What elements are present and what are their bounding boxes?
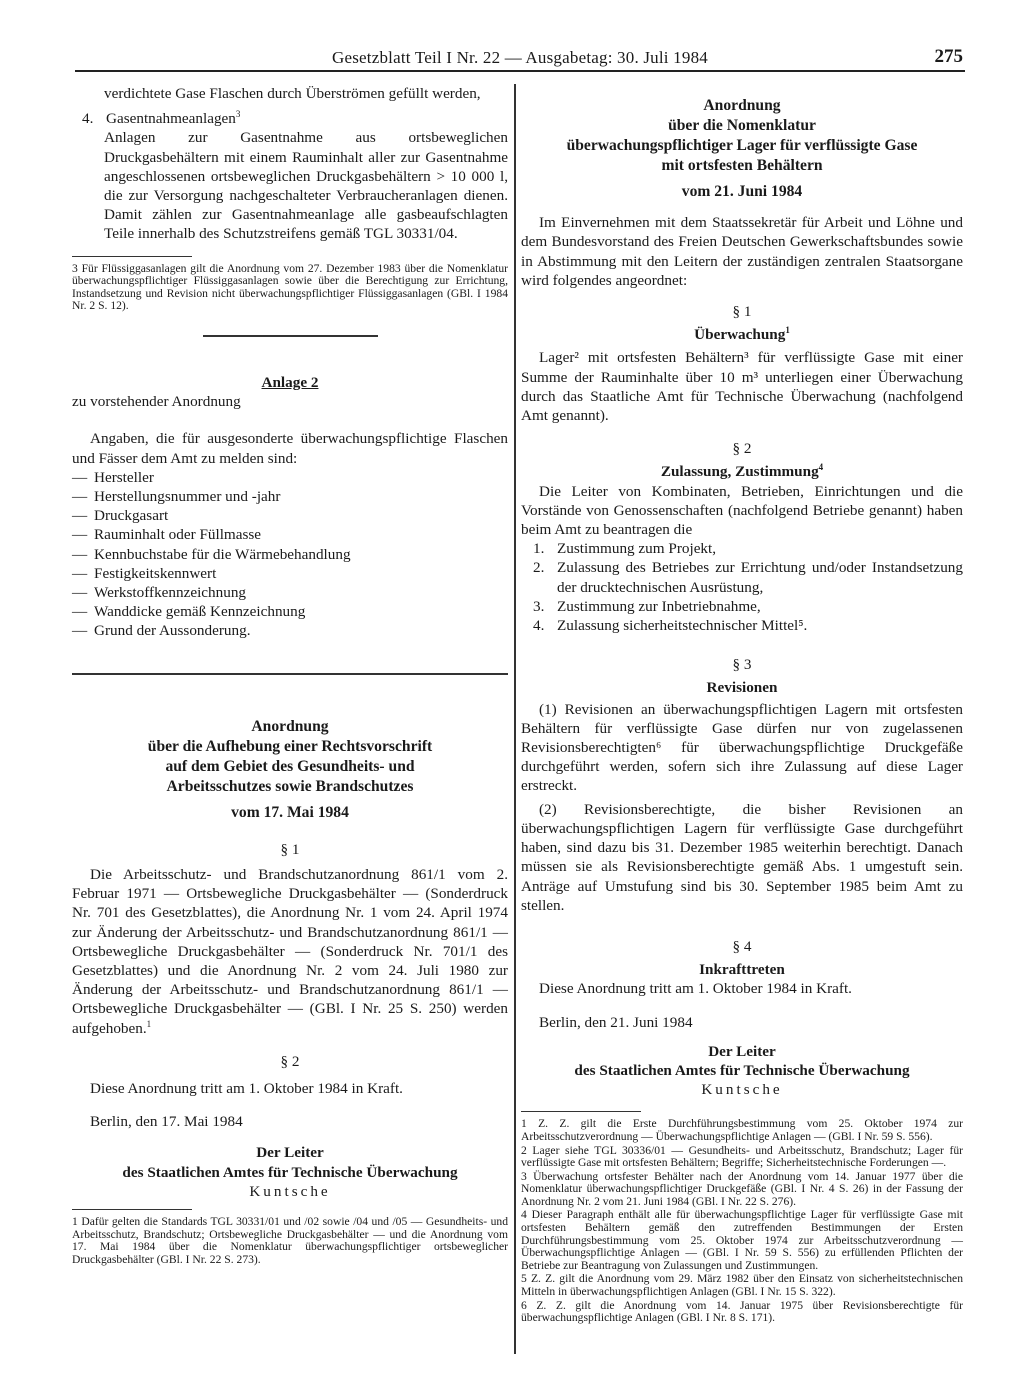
footnote-ref: 1 [146,1018,152,1029]
section-1-text: Lager² mit ortsfesten Behältern³ für verflüssigte Gase mit einer Summe der Rauminhalte über 10 m³ unterliegen einer Überwachung durch das Staatliche Amt für Technische Überwachung (nachfolgend Amt genannt). [521,349,963,425]
footnote-text: 6 Z. Z. gilt die Anordnung vom 14. Januar 1975 über Revisionsberechtigte für überwachungspflichtige Anlagen (GBl. I Nr. 8 S. 171). [521,1298,963,1325]
signature-name: Kuntsche [701,1081,783,1099]
footnote-text: 4 Dieser Paragraph enthält alle für überwachungspflichtige Lager für verflüssigte Gase mit ortsfesten Behältern gemäß den zutreffenden Bestimmungen der Ersten Durchführungsbestimmung vom 25. Oktober 1974 zur Arbeitsschutzverordnung — Überwachungspflichtige Anlagen — (GBl. I Nr. 59 S. 556) zu erfüllenden Pflichten der Betriebe zur Beantragung von Zulassungen und Zustimmungen. [521,1208,963,1272]
item-number: 4. [82,110,94,128]
paragraph-2-text: Diese Anordnung tritt am 1. Oktober 1984 in Kraft. [90,1080,403,1098]
footnote-rule [72,256,192,257]
title-line: Arbeitsschutzes sowie Brandschutzes [166,777,414,795]
list-item-text: Grund der Aussonderung. [94,622,251,640]
item-number: 2. [533,559,545,577]
title-line: über die Aufhebung einer Rechtsvorschrift [147,737,433,755]
list-item [521,616,963,635]
item-text: Zulassung sicherheitstechnischer Mittel⁵. [557,617,808,635]
column-divider [514,84,516,1354]
dash-marker: — [72,507,88,525]
list-item [521,597,963,616]
list-item [72,602,508,621]
section-title [521,325,963,344]
footnote-1 [72,1216,508,1266]
footnotes [521,1118,963,1325]
anlage-title: Anlage 2 [261,374,319,391]
section-title: Revisionen [706,679,778,697]
section-title-text: Überwachung [694,326,786,344]
section-2-text: Die Leiter von Kombinaten, Betrieben, Einrichtungen und die Vorstände von Genossenschaften (nachfolgend Betriebe genannt) haben beim Amt zu beantragen die [521,482,963,539]
section-title: Inkrafttreten [699,961,785,979]
list-item [521,558,963,596]
section-3-para-2: (2) Revisionsberechtigte, die bisher Revisionen an überwachungspflichtigen Lagern für verflüssigte Gase durchgeführt haben, sind dazu bis 31. Dezember 1985 weiterhin berechtigt. Danach müssen sie als Revisionsberechtigte gemäß Abs. 1 umgestuft sein. Anträge auf Umstufung sind bis 30. September 1985 beim Amt zu stellen. [521,800,963,914]
ordinance-date: vom 21. Juni 1984 [681,183,803,200]
item-number: 4. [533,617,545,635]
paragraph-label: § 1 [280,840,300,858]
section-4-text: Diese Anordnung tritt am 1. Oktober 1984 in Kraft. [539,980,852,998]
list-item [72,564,508,583]
item-text: Zustimmung zum Projekt, [557,540,717,558]
footnote-text: 1 Z. Z. gilt die Erste Durchführungsbestimmung vom 25. Oktober 1974 zur Arbeitsschutzverordnung — Überwachungspflichtige Anlagen — (GBl. I Nr. 59 S. 556). [521,1117,963,1143]
signature-office: des Staatlichen Amtes für Technische Überwachung [574,1061,910,1079]
preamble: Im Einvernehmen mit dem Staatssekretär für Arbeit und Löhne und dem Bundesvorstand des Freien Deutschen Gewerkschaftsbundes sowie in Abstimmung mit den Leitern der zuständigen zentralen Staatsorgane wird folgendes angeordnet: [521,214,963,289]
dash-marker: — [72,564,88,582]
continued-text: verdichtete Gase Flaschen durch Überströmen gefüllt werden, [104,85,481,102]
list-item-text: Werkstoffkennzeichnung [94,584,247,602]
list-item [72,506,508,525]
footnote-text: 2 Lager siehe TGL 30336/01 — Gesundheits- und Arbeitsschutz, Brandschutz; Lager für verflüssigte Gase mit ortsfesten Behältern; Begriffe; Sicherheitstechnische Forderungen —. [521,1143,963,1170]
footnote-rule [521,1111,641,1112]
section-2-list [521,539,963,635]
anlage-subtitle: zu vorstehender Anordnung [72,393,241,411]
ordinance-title [521,96,963,176]
list-item-text: Druckgasart [94,507,169,525]
signature-title: Der Leiter [708,1042,776,1060]
footnote-text: 3 Für Flüssiggasanlagen gilt die Anordnung vom 27. Dezember 1983 über die Nomenklatur überwachungspflichtiger Flüssiggasanlagen sowie über die Berechtigung zur Errichtung, Instandsetzung und Revision nicht überwachungspflichtiger Flüssiggasanlagen (GBl. I 1984 Nr. 2 S. 12). [72,261,508,313]
footnote-ref: 3 [235,109,241,120]
signature-name: Kuntsche [249,1182,331,1200]
list-item-4 [72,109,508,128]
dash-marker: — [72,603,88,621]
dash-marker: — [72,468,88,486]
item-title [106,109,240,128]
dash-marker: — [72,488,88,506]
list-item-text: Herstellungsnummer und -jahr [94,488,281,506]
anlage-list [72,468,508,641]
place-date: Berlin, den 21. Juni 1984 [539,1013,693,1031]
section-label: § 2 [732,440,752,458]
footnote-ref: 1 [785,325,790,336]
list-item [72,621,508,640]
section-divider [203,335,378,337]
section-label: § 4 [732,937,752,955]
item-number: 1. [533,540,545,558]
item-4-text: Anlagen zur Gasentnahme aus ortsbeweglichen Druckgasbehältern mit einem Rauminhalt aller zur Gasentnahme angeschlossenen ortsbeweglichen Druckgasbehältern > 10 000 l, die zur Versorgung nachgeschalteter Verbraucheranlagen dienen. Damit zählen zur Gasentnahmeanlage alle gasbeaufschlagten Teile innerhalb des Schutzstreifens gemäß TGL 30331/04. [104,129,508,243]
list-item [521,539,963,558]
title-line: Anordnung [251,717,329,735]
paragraph-label: § 2 [280,1052,300,1070]
section-title-text: Zulassung, Zustimmung [660,463,819,481]
page-number: 275 [934,46,963,67]
item-text: Zulassung des Betriebes zur Errichtung und/oder Instandsetzung der drucktechnischen Ausrüstung, [557,559,963,596]
list-item [72,487,508,506]
section-3-para-1: (1) Revisionen an überwachungspflichtigen Lagern mit ortsfesten Behältern für verflüssigte Gase dürfen nur von zugelassenen Revisionsberechtigten⁶ für überwachungspflichtige Druckgefäße durchgeführt werden, sofern sich ihre Zulassung auf diese Lager erstreckt. [521,700,963,795]
footnote-ref: 4 [818,462,824,473]
footnote-text: 3 Überwachung ortsfester Behälter nach der Anordnung vom 14. Januar 1977 über die Nomenklatur überwachungspflichtiger Druckgefäße (GBl. I Nr. 4 S. 26) in der Fassung der Anordnung Nr. 2 vom 21. Juni 1984 (GBl. I Nr. 22 S. 276). [521,1169,963,1208]
ordinance-date: vom 17. Mai 1984 [231,803,349,821]
title-line: überwachungspflichtiger Lager für verflüssigte Gase [566,137,918,154]
footnote-text: 5 Z. Z. gilt die Anordnung vom 29. März 1982 über den Einsatz von sicherheitstechnischen Mitteln in überwachungspflichtigen Anlagen (GBl. I Nr. 15 S. 322). [521,1272,963,1299]
list-item [72,525,508,544]
left-column [72,84,508,1267]
list-item [72,545,508,564]
right-column [521,84,963,1326]
paragraph-1-text [72,865,508,1038]
signature-title: Der Leiter [256,1144,324,1162]
section-divider [72,673,508,675]
list-item-text: Festigkeitskennwert [94,564,217,582]
item-number: 3. [533,597,545,615]
paragraph-text: Die Arbeitsschutz- und Brandschutzanordnung 861/1 vom 2. Februar 1971 — Ortsbewegliche Druckgasbehälter — (Sonderdruck Nr. 701 des Gesetzblattes), die Anordnung Nr. 1 vom 24. April 1974 zur Änderung der Arbeitsschutz- und Brandschutzanordnung 861/1 — Ortsbewegliche Druckgasbehälter — (Sonderdruck Nr. 701/1 des Gesetzblattes) und die Anordnung Nr. 2 vom 24. Juli 1980 zur Änderung der Arbeitsschutz- und Brandschutzanordnung 861/1 — Ortsbewegliche Druckgasbehälter — (GBl. I Nr. 25 S. 250) werden aufgehoben. [72,866,508,1037]
header-title: Gesetzblatt Teil I Nr. 22 — Ausgabetag: 30. Juli 1984 [332,48,708,67]
footnote-rule [72,1209,192,1210]
list-item-text: Hersteller [94,468,154,486]
footnote-3 [72,263,508,313]
dash-marker: — [72,584,88,602]
ordinance-title [72,717,508,797]
item-title-text: Gasentnahmeanlagen [106,110,236,128]
footnote-text: 1 Dafür gelten die Standards TGL 30331/01 und /02 sowie /04 und /05 — Gesundheits- und Arbeitsschutz, Brandschutz; Ortsbewegliche Druckgasbehälter — und die Anordnung vom 17. Mai 1984 über die Nomenklatur überwachungspflichtiger ortsbeweglicher Druckgasbehälter (GBl. I Nr. 22 S. 273). [72,1215,508,1266]
title-line: auf dem Gebiet des Gesundheits- und [165,757,415,775]
list-item-text: Rauminhalt oder Füllmasse [94,526,262,544]
item-text: Zustimmung zur Inbetriebnahme, [557,597,761,615]
list-item-text: Wanddicke gemäß Kennzeichnung [94,603,306,621]
title-line: über die Nomenklatur [668,117,816,134]
dash-marker: — [72,526,88,544]
list-item-text: Kennbuchstabe für die Wärmebehandlung [94,545,351,563]
list-item [72,583,508,602]
section-label: § 3 [732,656,752,674]
title-line: Anordnung [703,97,781,114]
list-item [72,468,508,487]
dash-marker: — [72,622,88,640]
section-title [521,462,963,481]
dash-marker: — [72,545,88,563]
signature-office: des Staatlichen Amtes für Technische Überwachung [122,1163,458,1181]
place-date: Berlin, den 17. Mai 1984 [90,1113,243,1131]
page-header [75,44,965,72]
anlage-intro: Angaben, die für ausgesonderte überwachungspflichtige Flaschen und Fässer dem Amt zu melden sind: [72,430,508,467]
title-line: mit ortsfesten Behältern [661,157,823,174]
section-label: § 1 [732,303,752,321]
